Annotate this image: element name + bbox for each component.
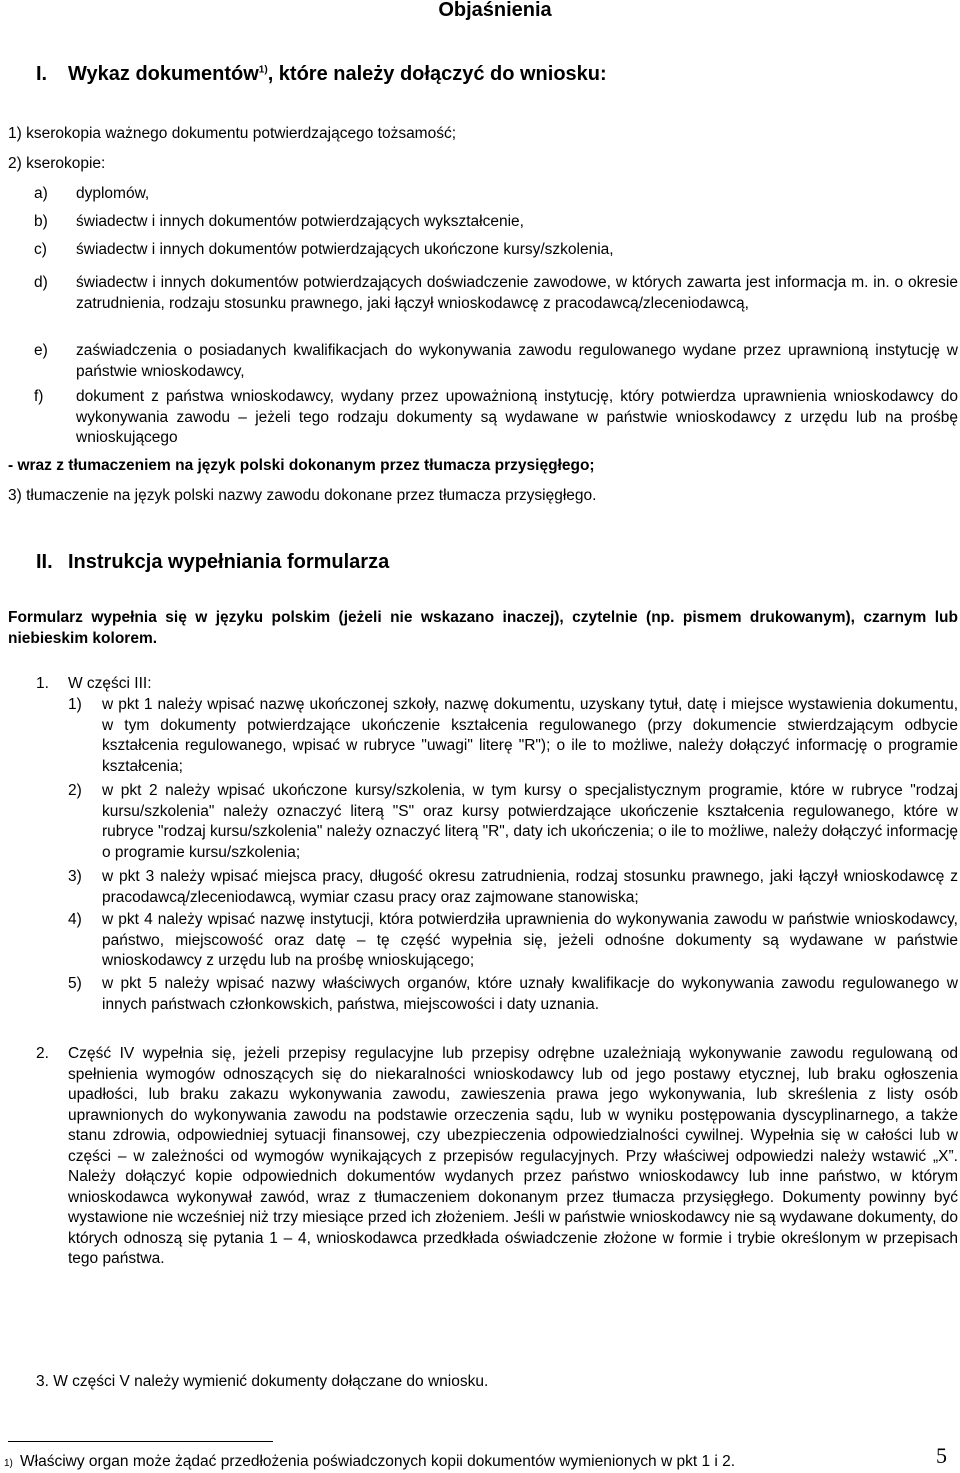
instruction-text: w pkt 1 należy wpisać nazwę ukończonej szkoły, nazwę dokumentu, uzyskany tytuł, datę i miejsce wystawienia dokumentu, w tym dokumenty potwierdzające ukończenie kształcenia regulowanego (przy dokumencie stwierdzającym odbycie kształcenia regulowanego, wpisać w rubryce "uwagi" literę "R"); o ile to możliwe, należy dołączyć informację o programie kształcenia; (102, 696, 958, 775)
instruction-text: w pkt 3 należy wpisać miejsca pracy, długość okresu zatrudnienia, rodzaj stosunku prawnego, jaki łączył wnioskodawcę z pracodawcą/zleceniodawcą, wymiar czasu pracy oraz zajmowane stanowiska; (102, 868, 958, 906)
section-1-number: I. (36, 63, 48, 85)
instruction-text: w pkt 4 należy wpisać nazwę instytucji, która potwierdziła uprawnienia do wykonywania zawodu w państwie wnioskodawcy, państwo, miejscowość oraz datę – tę część wypełnia się, jeżeli odnośne dokumenty są wydawane w państwie wnioskodawcy z urzędu lub na prośbę wnioskującego; (102, 911, 958, 969)
point-1-number: 1. (36, 675, 49, 692)
subitem-label: a) (34, 185, 48, 202)
point-3-text: 3. W części V należy wymienić dokumenty dołączane do wniosku. (36, 1373, 489, 1390)
form-intro: Formularz wypełnia się w języku polskim (jeżeli nie wskazano inaczej), czytelnie (np. pismem drukowanym), czarnym lub niebieskim kolorem. (8, 609, 958, 647)
subitem-text: świadectw i innych dokumentów potwierdzających ukończone kursy/szkolenia, (76, 241, 614, 258)
footnote-ref: 1) (258, 64, 268, 76)
instruction-label: 4) (68, 911, 82, 928)
section-2-number: II. (36, 551, 53, 573)
subitem-text: dokument z państwa wnioskodawcy, wydany przez upoważnioną instytucję, który potwierdza uprawnienia wnioskodawcy do wykonywania zawodu – jeżeli tego rodzaju dokumenty są wydawane w państwie wnioskodawcy z urzędu lub na prośbę wnioskującego (76, 388, 958, 446)
subitem-label: d) (34, 274, 48, 291)
subitem-text: świadectw i innych dokumentów potwierdzających doświadczenie zawodowe, w których zawarta jest informacja m. in. o okresie zatrudnienia, rodzaju stosunku prawnego, jaki łączył wnioskodawcę z pracodawcą/zleceniodawcą, (76, 274, 958, 312)
instruction-label: 2) (68, 782, 82, 799)
point-2-text: Część IV wypełnia się, jeżeli przepisy regulacyjne lub przepisy odrębne uzależniają wykonywanie zawodu regulowaną od spełnienia wymogów odnoszących się do niekaralności wnioskodawcy lub od jego postawy etycznej, lub braku ogłoszenia upadłości, lub braku zakazu wykonywania zawodu, zawieszenia prawa jego wykonywania, lub skreślenia z listy osób uprawnionych do wykonywania zawodu na podstawie orzeczenia sądu, lub w wyniku postępowania dyscyplinarnego, a także stanu zdrowia, odpowiedniej sytuacji finansowej, czy ubezpieczenia odpowiedzialności cywilnej. Wypełnia się w całości lub w części – w zależności od wymogów wynikających z przepisów regulacyjnych. Przy właściwej odpowiedzi należy wstawić „X”. Należy dołączyć kopie odpowiednich dokumentów wydanych przez państwo wnioskodawcy lub inne państwo, w którym wnioskodawca wykonywał zawód, wraz z tłumaczeniem dokonanym przez tłumacza przysięgłego. Dokumenty powinny być wystawione nie wcześniej niż trzy miesiące przed ich złożeniem. Jeśli w państwie wnioskodawcy nie są wydawane dokumenty, do których odnoszą się pytania 1 – 4, wnioskodawca przedkłada oświadczenie złożone w formie i trybie określonym w przepisach tego państwa. (68, 1045, 958, 1267)
doc-item-1: 1) kserokopia ważnego dokumentu potwierdzającego tożsamość; (8, 125, 457, 142)
instruction-label: 1) (68, 696, 82, 713)
footnote-divider (8, 1441, 273, 1442)
subitem-text: dyplomów, (76, 185, 150, 202)
point-1-heading: W części III: (68, 675, 152, 692)
instruction-text: w pkt 5 należy wpisać nazwy właściwych organów, które uznały kwalifikacje do wykonywania zawodu regulowanego w innych państwach członkowskich, państwa, miejscowości i daty uznania. (102, 975, 958, 1013)
subitem-label: f) (34, 388, 44, 405)
page-title: Objaśnienia (438, 0, 552, 21)
subitem-label: e) (34, 342, 48, 359)
doc-item-3: 3) tłumaczenie na język polski nazwy zawodu dokonane przez tłumacza przysięgłego. (8, 487, 597, 504)
footnote-mark: 1) (4, 1458, 13, 1469)
section-2-heading: Instrukcja wypełniania formularza (68, 551, 390, 573)
subitem-text: zaświadczenia o posiadanych kwalifikacjach do wykonywania zawodu regulowanego wydane przez uprawnioną instytucję w państwie wnioskodawcy, (76, 342, 958, 380)
translation-note: - wraz z tłumaczeniem na język polski dokonanym przez tłumacza przysięgłego; (8, 457, 595, 474)
subitem-label: b) (34, 213, 48, 230)
instruction-label: 3) (68, 868, 82, 885)
instruction-label: 5) (68, 975, 82, 992)
point-2-number: 2. (36, 1045, 49, 1062)
page-number: 5 (936, 1443, 947, 1468)
section-1-heading-text: Wykaz dokumentów (68, 63, 259, 85)
instruction-text: w pkt 2 należy wpisać ukończone kursy/szkolenia, w tym kursy o specjalistycznym programie, które w rubryce "rodzaj kursu/szkolenia" należy oznaczyć literą "S" oraz kursy potwierdzające ukończenie kształcenia regulowanego, które w rubryce "rodzaj kursu/szkolenia" należy oznaczyć literą "R", daty ich ukończenia; o ile to możliwe, należy dołączyć informację o programie kursu/szkolenia; (102, 782, 958, 861)
section-1-heading (68, 64, 607, 85)
doc-item-2: 2) kserokopie: (8, 155, 106, 172)
page-title-wrap (0, 0, 960, 21)
subitem-text: świadectw i innych dokumentów potwierdzających wykształcenie, (76, 213, 524, 230)
footnote-text: Właściwy organ może żądać przedłożenia poświadczonych kopii dokumentów wymienionych w pkt 1 i 2. (20, 1453, 736, 1470)
section-1-heading-tail: , które należy dołączyć do wniosku: (267, 63, 607, 85)
subitem-label: c) (34, 241, 47, 258)
